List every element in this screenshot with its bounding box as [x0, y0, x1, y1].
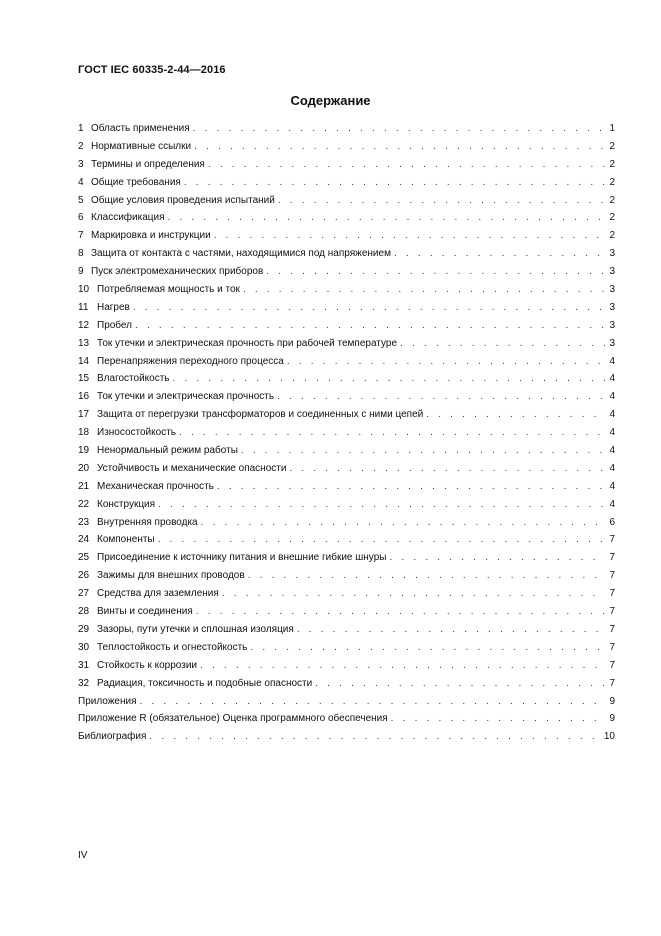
toc-entry-label: Влагостойкость [97, 373, 170, 385]
toc-entry-label: Защита от перегрузки трансформаторов и соединенных с ними цепей [97, 409, 424, 421]
toc-entry-label: Ток утечки и электрическая прочность при рабочей температуре [97, 337, 398, 349]
toc-dot-leader [287, 353, 605, 371]
toc-entry[interactable] [78, 209, 615, 227]
toc-entry-label: Средства для заземления [97, 588, 219, 600]
toc-entry-page-number: 2 [609, 194, 615, 206]
toc-entry-number: 19 [78, 445, 90, 457]
toc-entry-label: Общие требования [91, 176, 181, 188]
toc-entry-number: 16 [78, 391, 90, 403]
toc-dot-leader [266, 263, 605, 281]
toc-entry[interactable] [78, 531, 615, 549]
toc-entry-page-number: 2 [609, 140, 615, 152]
toc-entry-label: Пуск электромеханических приборов [91, 266, 264, 278]
toc-dot-leader [193, 120, 605, 138]
toc-entry-label: Нагрев [97, 301, 130, 313]
toc-dot-leader [194, 138, 605, 156]
toc-entry-label: Ненормальный режим работы [97, 445, 238, 457]
toc-dot-leader [248, 567, 605, 585]
toc-entry-page-number: 7 [609, 534, 615, 546]
toc-entry-number: 20 [78, 462, 90, 474]
toc-entry-label: Внутренняя проводка [97, 516, 198, 528]
toc-entry[interactable] [78, 496, 615, 514]
toc-entry-label: Библиография [78, 731, 147, 743]
toc-dot-leader [278, 192, 605, 210]
toc-entry-number: 3 [78, 158, 84, 170]
toc-entry[interactable] [78, 675, 615, 693]
toc-dot-leader [173, 370, 605, 388]
toc-entry-page-number: 6 [609, 516, 615, 528]
toc-entry[interactable] [78, 514, 615, 532]
toc-entry-number: 10 [78, 284, 90, 296]
toc-entry-page-number: 1 [609, 123, 615, 134]
toc-entry-page-number: 7 [609, 570, 615, 582]
toc-entry-number: 9 [78, 266, 84, 278]
toc-dot-leader [217, 478, 605, 496]
toc-dot-leader [400, 335, 605, 353]
toc-dot-leader [297, 621, 605, 639]
toc-entry-page-number: 4 [609, 373, 615, 385]
toc-entry[interactable] [78, 156, 615, 174]
toc-entry-number: 11 [78, 301, 89, 313]
toc-entry[interactable] [78, 299, 615, 317]
toc-entry[interactable] [78, 460, 615, 478]
toc-dot-leader [243, 281, 605, 299]
toc-dot-leader [196, 603, 605, 621]
toc-entry-label: Нормативные ссылки [91, 140, 192, 152]
toc-entry-page-number: 10 [603, 731, 615, 743]
toc-entry[interactable] [78, 370, 615, 388]
toc-dot-leader [200, 657, 605, 675]
toc-entry-page-number: 7 [609, 623, 615, 635]
toc-entry-number: 18 [78, 427, 90, 439]
toc-entry-label: Износостойкость [97, 427, 176, 439]
toc-entry-page-number: 7 [609, 606, 615, 618]
toc-entry-page-number: 3 [609, 337, 615, 349]
toc-entry-page-number: 7 [609, 677, 615, 689]
toc-entry-page-number: 2 [609, 176, 615, 188]
toc-entry-number: 27 [78, 588, 90, 600]
toc-entry-page-number: 9 [609, 695, 615, 707]
toc-entry[interactable] [78, 227, 615, 245]
toc-dot-leader [158, 531, 605, 549]
toc-entry-number: 24 [78, 534, 90, 546]
toc-entry[interactable] [78, 549, 615, 567]
toc-entry[interactable] [78, 138, 615, 156]
toc-dot-leader [289, 460, 605, 478]
toc-entry-page-number: 4 [609, 409, 615, 421]
toc-entry[interactable] [78, 317, 615, 335]
toc-entry-label: Ток утечки и электрическая прочность [97, 391, 275, 403]
toc-entry-page-number: 7 [609, 552, 615, 564]
toc-entry-label: Перенапряжения переходного процесса [97, 355, 284, 367]
toc-entry-number: 5 [78, 194, 84, 206]
toc-entry-label: Зазоры, пути утечки и сплошная изоляция [97, 623, 294, 635]
toc-dot-leader [241, 442, 605, 460]
toc-entry-label: Защита от контакта с частями, находящимися под напряжением [91, 248, 391, 260]
toc-entry-label: Винты и соединения [97, 606, 193, 618]
toc-entry-label: Пробел [97, 319, 132, 331]
toc-entry-label: Устойчивость и механические опасности [97, 462, 287, 474]
toc-entry-number: 14 [78, 355, 90, 367]
toc-entry-number: 30 [78, 641, 90, 653]
toc-dot-leader [391, 710, 605, 728]
toc-dot-leader [277, 388, 605, 406]
toc-entry-page-number: 4 [609, 355, 615, 367]
toc-entry[interactable] [78, 281, 615, 299]
toc-entry-number: 7 [78, 230, 84, 242]
toc-entry-label: Приложения [78, 695, 137, 707]
toc-entry-page-number: 4 [609, 462, 615, 474]
toc-entry-page-number: 3 [609, 284, 615, 296]
toc-entry-number: 17 [78, 409, 90, 421]
document-header: ГОСТ IEC 60335-2-44—2016 [78, 64, 226, 76]
toc-dot-leader [133, 299, 605, 317]
toc-entry[interactable] [78, 603, 615, 621]
toc-entry[interactable] [78, 728, 615, 746]
toc-entry[interactable] [78, 442, 615, 460]
toc-entry-label: Классификация [91, 212, 165, 224]
toc-entry-page-number: 7 [609, 588, 615, 600]
toc-dot-leader [168, 209, 605, 227]
toc-entry-label: Стойкость к коррозии [97, 659, 197, 671]
toc-dot-leader [179, 424, 605, 442]
page-folio: IV [78, 850, 88, 861]
toc-entry-label: Компоненты [97, 534, 155, 546]
toc-entry-number: 28 [78, 606, 90, 618]
toc-dot-leader [426, 406, 605, 424]
toc-entry[interactable] [78, 192, 615, 210]
toc-dot-leader [250, 639, 605, 657]
toc-entry-number: 32 [78, 677, 90, 689]
toc-entry-label: Общие условия проведения испытаний [91, 194, 275, 206]
toc-entry-page-number: 9 [609, 713, 615, 725]
toc-entry-number: 31 [78, 659, 90, 671]
toc-entry-page-number: 3 [609, 266, 615, 278]
toc-entry-page-number: 7 [609, 659, 615, 671]
toc-entry-number: 4 [78, 176, 84, 188]
toc-entry-page-number: 3 [609, 319, 615, 331]
toc-entry-number: 12 [78, 319, 90, 331]
toc-dot-leader [389, 549, 605, 567]
toc-entry-label: Потребляемая мощность и ток [97, 284, 240, 296]
toc-entry-page-number: 4 [609, 498, 615, 510]
toc-dot-leader [184, 174, 605, 192]
toc-entry-number: 21 [78, 480, 90, 492]
toc-entry[interactable] [78, 639, 615, 657]
toc-entry-page-number: 4 [609, 391, 615, 403]
toc-entry-number: 15 [78, 373, 90, 385]
toc-entry-page-number: 7 [609, 641, 615, 653]
toc-entry-number: 2 [78, 140, 84, 152]
toc-entry[interactable] [78, 657, 615, 675]
toc-entry-label: Теплостойкость и огнестойкость [97, 641, 248, 653]
toc-dot-leader [201, 514, 605, 532]
toc-entry-number: 29 [78, 623, 90, 635]
toc-entry-label: Приложение R (обязательное) Оценка программного обеспечения [78, 713, 388, 725]
toc-entry-number: 1 [78, 123, 84, 134]
toc-dot-leader [158, 496, 605, 514]
toc-entry[interactable] [78, 585, 615, 603]
toc-entry[interactable] [78, 406, 615, 424]
toc-entry-label: Термины и определения [91, 158, 205, 170]
toc-entry-number: 8 [78, 248, 84, 260]
toc-entry[interactable] [78, 245, 615, 263]
toc-entry[interactable] [78, 353, 615, 371]
toc-entry[interactable] [78, 335, 615, 353]
toc-entry-number: 23 [78, 516, 90, 528]
toc-entry[interactable] [78, 174, 615, 192]
toc-entry-page-number: 2 [609, 230, 615, 242]
toc-dot-leader [208, 156, 605, 174]
toc-entry-page-number: 3 [609, 301, 615, 313]
toc-entry[interactable] [78, 621, 615, 639]
toc-entry[interactable] [78, 120, 615, 138]
toc-entry[interactable] [78, 388, 615, 406]
toc-entry-label: Маркировка и инструкции [91, 230, 211, 242]
toc-entry-number: 6 [78, 212, 84, 224]
table-of-contents [78, 120, 615, 746]
toc-entry-page-number: 4 [609, 445, 615, 457]
toc-entry-label: Конструкция [97, 498, 156, 510]
toc-entry-page-number: 4 [609, 427, 615, 439]
toc-dot-leader [222, 585, 605, 603]
toc-entry-label: Присоединение к источнику питания и внешние гибкие шнуры [97, 552, 387, 564]
toc-dot-leader [135, 317, 605, 335]
toc-entry-label: Зажимы для внешних проводов [97, 570, 245, 582]
toc-entry-label: Радиация, токсичность и подобные опасности [97, 677, 313, 689]
toc-entry-page-number: 2 [609, 212, 615, 224]
toc-entry-number: 22 [78, 498, 90, 510]
toc-dot-leader [315, 675, 605, 693]
toc-entry-page-number: 3 [609, 248, 615, 260]
toc-entry[interactable] [78, 567, 615, 585]
toc-dot-leader [394, 245, 605, 263]
toc-dot-leader [140, 693, 605, 711]
toc-entry[interactable] [78, 478, 615, 496]
toc-entry-number: 25 [78, 552, 90, 564]
toc-entry-page-number: 2 [609, 158, 615, 170]
toc-entry[interactable] [78, 263, 615, 281]
toc-title: Содержание [290, 93, 371, 108]
toc-entry-label: Механическая прочность [97, 480, 214, 492]
toc-entry[interactable] [78, 710, 615, 728]
toc-entry[interactable] [78, 424, 615, 442]
toc-entry[interactable] [78, 693, 615, 711]
toc-dot-leader [214, 227, 605, 245]
toc-dot-leader [149, 728, 600, 746]
toc-entry-number: 26 [78, 570, 90, 582]
toc-entry-number: 13 [78, 337, 90, 349]
toc-entry-label: Область применения [91, 123, 190, 134]
toc-entry-page-number: 4 [609, 480, 615, 492]
